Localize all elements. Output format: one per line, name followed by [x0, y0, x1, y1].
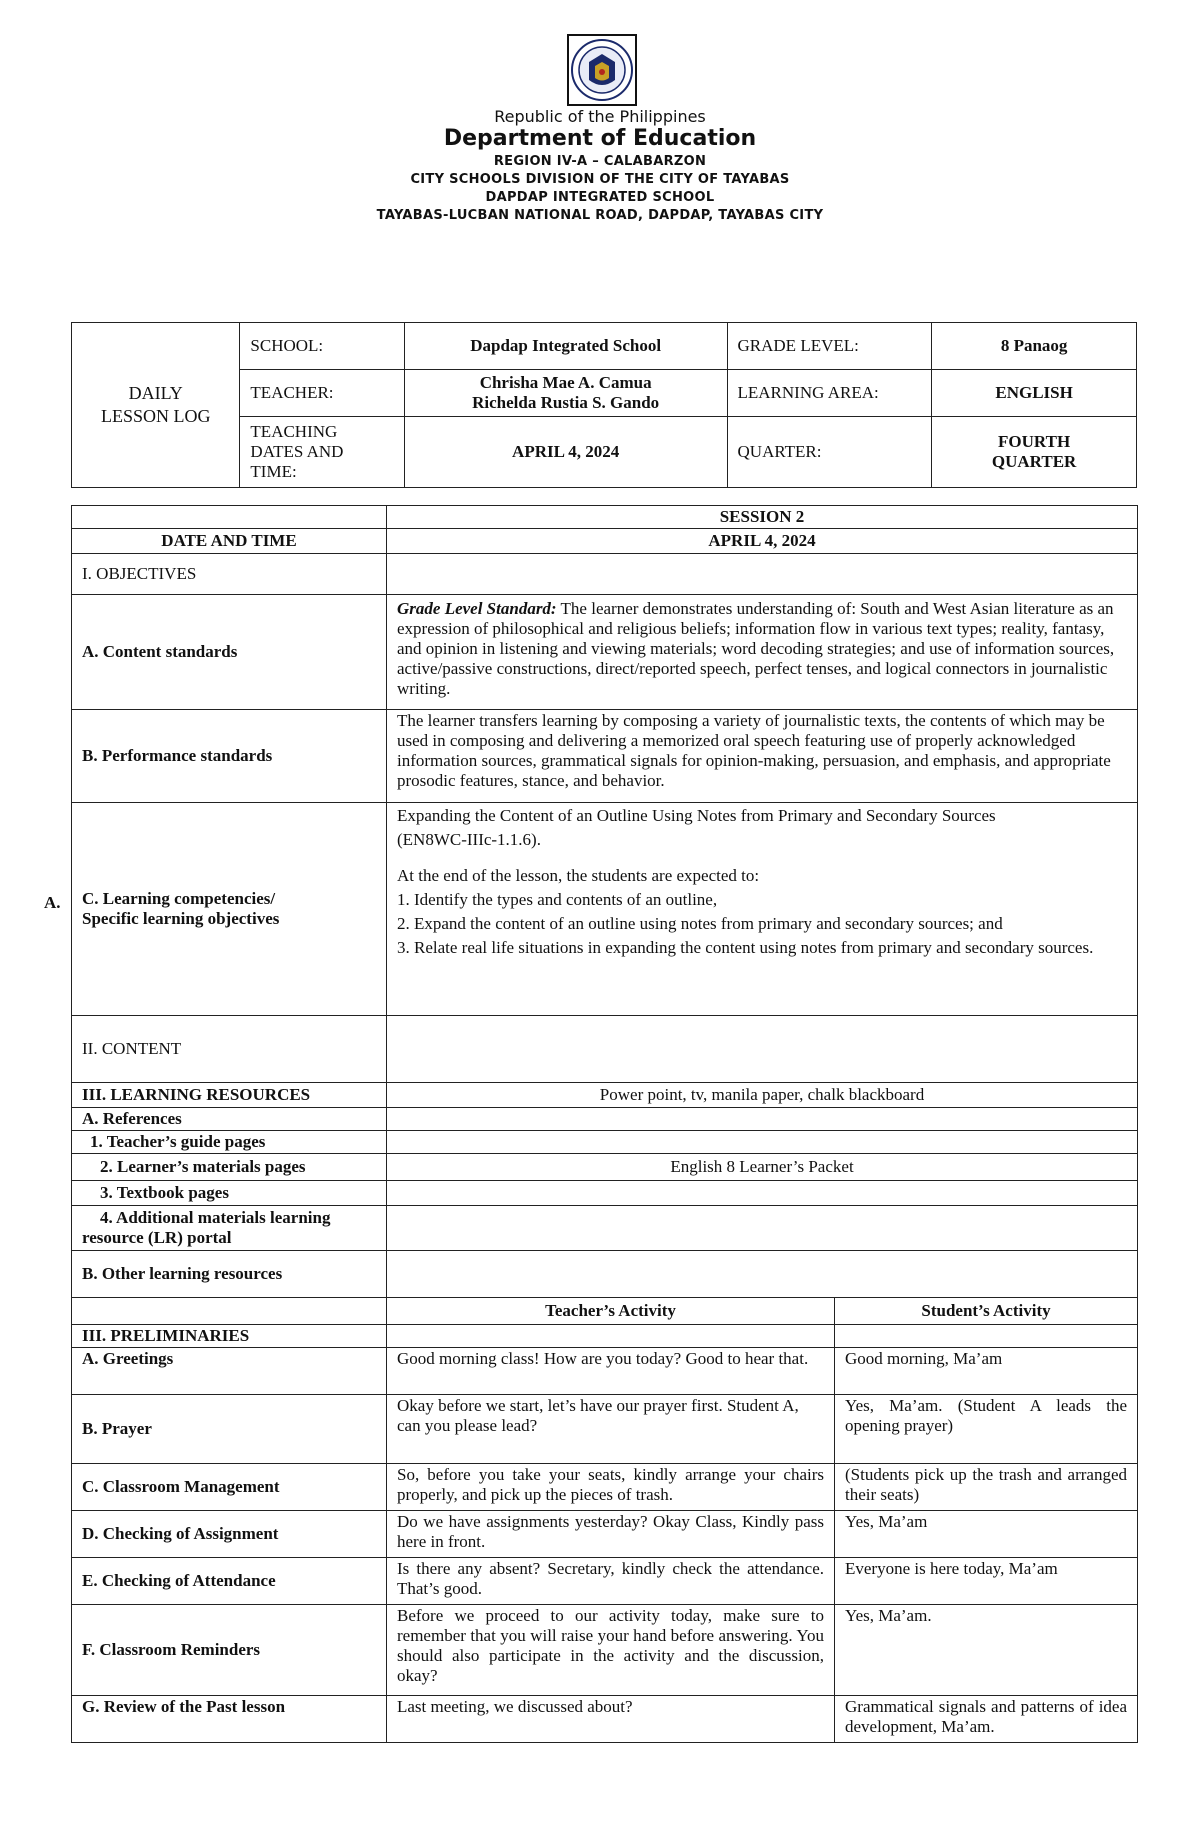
division-text: CITY SCHOOLS DIVISION OF THE CITY OF TAYABAS [410, 172, 790, 187]
learning-competencies-text: Expanding the Content of an Outline Using Notes from Primary and Secondary Sources (EN8WC-IIIc-1.1.6). At the end of the lesson, the students are expected to: 1. Identify the types and contents of an outline, 2. Expand the content of an outline using notes from primary and secondary sources; and 3. Relate real life situations in expanding the content using notes from primary and secondary sources. [387, 803, 1138, 1016]
review-past-lesson-student: Grammatical signals and patterns of idea development, Ma’am. [835, 1696, 1138, 1743]
lesson-plan-table [71, 505, 1138, 1743]
learning-area-value: ENGLISH [932, 370, 1137, 417]
performance-standards-label: B. Performance standards [72, 710, 387, 803]
teachers-guide-label: 1. Teacher’s guide pages [72, 1131, 387, 1154]
school-label: SCHOOL: [240, 323, 404, 370]
objectives-heading: I. OBJECTIVES [72, 554, 387, 595]
teacher-value: Chrisha Mae A. Camua Richelda Rustia S. Gando [404, 370, 727, 417]
content-standards-label: A. Content standards [72, 595, 387, 710]
school-name-text: DAPDAP INTEGRATED SCHOOL [485, 190, 715, 205]
learners-materials-label: 2. Learner’s materials pages [72, 1154, 387, 1181]
quarter-label: QUARTER: [727, 417, 932, 488]
learning-competencies-label: C. Learning competencies/ Specific learning objectives [72, 803, 387, 1016]
learning-area-label: LEARNING AREA: [727, 370, 932, 417]
greetings-teacher: Good morning class! How are you today? Good to hear that. [387, 1348, 835, 1395]
school-value: Dapdap Integrated School [404, 323, 727, 370]
classroom-management-label: C. Classroom Management [72, 1464, 387, 1511]
grade-level-value: 8 Panaog [932, 323, 1137, 370]
learners-materials-value: English 8 Learner’s Packet [387, 1154, 1138, 1181]
republic-text: Republic of the Philippines [494, 107, 706, 126]
greetings-student: Good morning, Ma’am [835, 1348, 1138, 1395]
checking-assignment-teacher: Do we have assignments yesterday? Okay Class, Kindly pass here in front. [387, 1511, 835, 1558]
quarter-value: FOURTH QUARTER [932, 417, 1137, 488]
classroom-management-teacher: So, before you take your seats, kindly arrange your chairs properly, and pick up the pieces of trash. [387, 1464, 835, 1511]
grade-level-label: GRADE LEVEL: [727, 323, 932, 370]
section-a-marker: A. [44, 893, 61, 912]
classroom-management-student: (Students pick up the trash and arranged their seats) [835, 1464, 1138, 1511]
region-text: REGION IV-A – CALABARZON [493, 154, 707, 169]
classroom-reminders-label: F. Classroom Reminders [72, 1605, 387, 1696]
other-resources-label: B. Other learning resources [72, 1251, 387, 1298]
student-activity-header: Student’s Activity [835, 1298, 1138, 1325]
date-time-label: DATE AND TIME [72, 529, 387, 554]
content-standards-text: Grade Level Standard: The learner demonstrates understanding of: South and West Asian literature as an expression of philosophical and religious beliefs; information flow in various text types; reality, fantasy, and opinion in listening and viewing materials; word decoding strategies; and use of information sources, active/passive constructions, direct/reported speech, perfect tenses, and logical connectors in journalistic writing. [387, 595, 1138, 710]
references-label: A. References [72, 1108, 387, 1131]
teaching-dates-label: TEACHING DATES AND TIME: [240, 417, 404, 488]
prayer-student: Yes, Ma’am. (Student A leads the opening prayer) [835, 1395, 1138, 1464]
textbook-pages-label: 3. Textbook pages [72, 1181, 387, 1206]
checking-assignment-student: Yes, Ma’am [835, 1511, 1138, 1558]
prayer-teacher: Okay before we start, let’s have our prayer first. Student A, can you please lead? [387, 1395, 835, 1464]
checking-attendance-label: E. Checking of Attendance [72, 1558, 387, 1605]
checking-assignment-label: D. Checking of Assignment [72, 1511, 387, 1558]
classroom-reminders-student: Yes, Ma’am. [835, 1605, 1138, 1696]
classroom-reminders-teacher: Before we proceed to our activity today, make sure to remember that you will raise your hand before answering. You should also participate in the activity and the discussion, okay? [387, 1605, 835, 1696]
preliminaries-heading: III. PRELIMINARIES [72, 1325, 387, 1348]
lesson-info-table [71, 322, 1137, 488]
session-header: SESSION 2 [387, 506, 1138, 529]
daily-lesson-log-title: DAILY LESSON LOG [72, 323, 240, 488]
greetings-label: A. Greetings [72, 1348, 387, 1395]
department-title: Department of Education [443, 126, 757, 151]
review-past-lesson-teacher: Last meeting, we discussed about? [387, 1696, 835, 1743]
address-text: TAYABAS-LUCBAN NATIONAL ROAD, DAPDAP, TAYABAS CITY [376, 208, 824, 223]
prayer-label: B. Prayer [72, 1395, 387, 1464]
checking-attendance-student: Everyone is here today, Ma’am [835, 1558, 1138, 1605]
learning-resources-label: III. LEARNING RESOURCES [72, 1083, 387, 1108]
learning-resources-value: Power point, tv, manila paper, chalk blackboard [387, 1083, 1138, 1108]
checking-attendance-teacher: Is there any absent? Secretary, kindly check the attendance. That’s good. [387, 1558, 835, 1605]
additional-materials-label: 4. Additional materials learning resource (LR) portal [72, 1206, 387, 1251]
deped-seal-icon [567, 34, 637, 106]
performance-standards-text: The learner transfers learning by composing a variety of journalistic texts, the contents of which may be used in composing and delivering a memorized oral speech featuring use of properly acknowledged information sources, grammatical signals for opinion-making, persuasion, and emphasis, and appropriate prosodic features, stance, and behavior. [387, 710, 1138, 803]
content-heading: II. CONTENT [72, 1016, 387, 1083]
date-time-value: APRIL 4, 2024 [387, 529, 1138, 554]
teacher-label: TEACHER: [240, 370, 404, 417]
teacher-activity-header: Teacher’s Activity [387, 1298, 835, 1325]
review-past-lesson-label: G. Review of the Past lesson [72, 1696, 387, 1743]
teaching-dates-value: APRIL 4, 2024 [404, 417, 727, 488]
